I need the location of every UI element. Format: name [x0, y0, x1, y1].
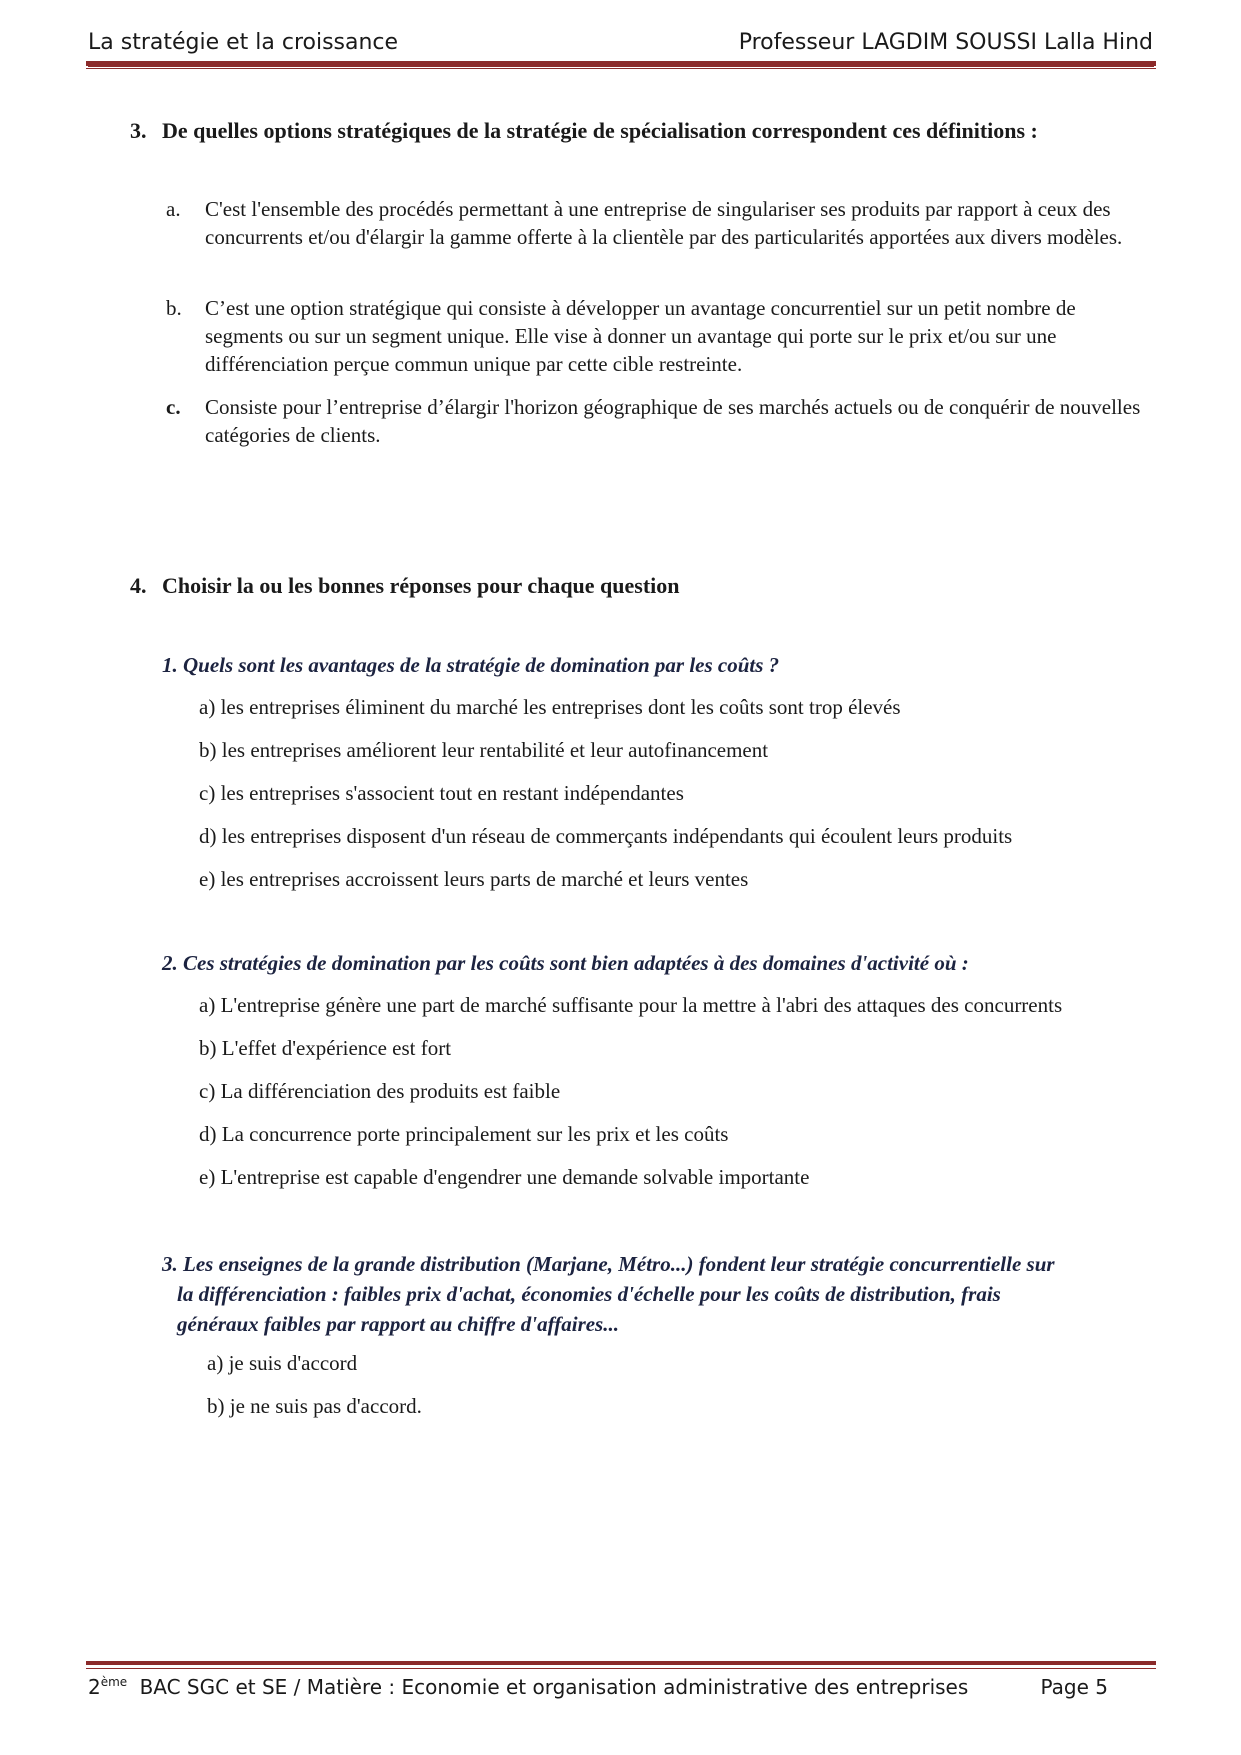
footer-course: BAC SGC et SE / Matière : Economie et organisation administrative des entreprises: [139, 1675, 969, 1699]
subquestion-1: 1. Quels sont les avantages de la stratégie de domination par les coûts ?: [162, 653, 780, 677]
subquestion-3-line-2: la différenciation : faibles prix d'achat, économies d'échelle pour les coûts de distribution, frais: [177, 1282, 1001, 1306]
definition-letter: c.: [166, 395, 181, 419]
definition-item-a: [166, 195, 1156, 251]
header-title: La stratégie et la croissance: [88, 30, 399, 55]
subquestion-3-line-1: 3. Les enseignes de la grande distribution (Marjane, Métro...) fondent leur stratégie concurrentielle sur: [162, 1252, 1055, 1276]
definition-letter: a.: [166, 197, 181, 221]
definition-item-b: [166, 294, 1156, 378]
option-1e: e) les entreprises accroissent leurs parts de marché et leurs ventes: [199, 867, 749, 891]
definition-text: C’est une option stratégique qui consiste à développer un avantage concurrentiel sur un petit nombre de segments ou sur un segment unique. Elle vise à donner un avantage qui porte sur le prix et/ou sur une différenciation perçue commun unique par cette cible restreinte.: [205, 296, 1076, 376]
subquestion-3-line-3: généraux faibles par rapport au chiffre d'affaires...: [177, 1312, 619, 1336]
header-divider-thin: [86, 68, 1156, 69]
option-2d: d) La concurrence porte principalement sur les prix et les coûts: [199, 1122, 729, 1146]
question-4-number: 4.: [130, 573, 147, 598]
definition-text: C'est l'ensemble des procédés permettant à une entreprise de singulariser ses produits par rapport à ceux des concurrents et/ou d'élargir la gamme offerte à la clientèle par des particularités apportées aux divers modèles.: [205, 197, 1123, 249]
header-author: Professeur LAGDIM SOUSSI Lalla Hind: [738, 30, 1153, 55]
option-3a: a) je suis d'accord: [207, 1351, 358, 1375]
definition-item-c: [166, 393, 1156, 449]
question-3-text: De quelles options stratégiques de la stratégie de spécialisation correspondent ces définitions :: [162, 118, 1038, 143]
option-1b: b) les entreprises améliorent leur rentabilité et leur autofinancement: [199, 738, 769, 762]
question-4-title: [130, 573, 680, 599]
option-2c: c) La différenciation des produits est faible: [199, 1079, 561, 1103]
option-2a: a) L'entreprise génère une part de marché suffisante pour la mettre à l'abri des attaques des concurrents: [199, 993, 1063, 1017]
footer-level-suffix: ème: [100, 1675, 128, 1689]
option-1a: a) les entreprises éliminent du marché les entreprises dont les coûts sont trop élevés: [199, 695, 901, 719]
footer-level: 2: [88, 1675, 101, 1699]
footer-divider-thin: [86, 1668, 1156, 1669]
option-1d: d) les entreprises disposent d'un réseau de commerçants indépendants qui écoulent leurs produits: [199, 824, 1013, 848]
header-divider: [86, 61, 1156, 66]
subquestion-3: [162, 1249, 1152, 1339]
footer: [88, 1675, 1118, 1699]
option-2b: b) L'effet d'expérience est fort: [199, 1036, 452, 1060]
definition-letter: b.: [166, 296, 182, 320]
option-3b: b) je ne suis pas d'accord.: [207, 1394, 422, 1418]
footer-divider: [86, 1661, 1156, 1665]
question-3-number: 3.: [130, 118, 147, 143]
option-1c: c) les entreprises s'associent tout en restant indépendantes: [199, 781, 684, 805]
definition-text: Consiste pour l’entreprise d’élargir l'horizon géographique de ses marchés actuels ou de conquérir de nouvelles catégories de clients.: [205, 395, 1141, 447]
question-3-title: [130, 118, 1038, 144]
page-number: Page 5: [1040, 1675, 1108, 1699]
subquestion-2: 2. Ces stratégies de domination par les coûts sont bien adaptées à des domaines d'activité où :: [162, 951, 969, 975]
option-2e: e) L'entreprise est capable d'engendrer une demande solvable importante: [199, 1165, 810, 1189]
question-4-text: Choisir la ou les bonnes réponses pour chaque question: [162, 573, 680, 598]
